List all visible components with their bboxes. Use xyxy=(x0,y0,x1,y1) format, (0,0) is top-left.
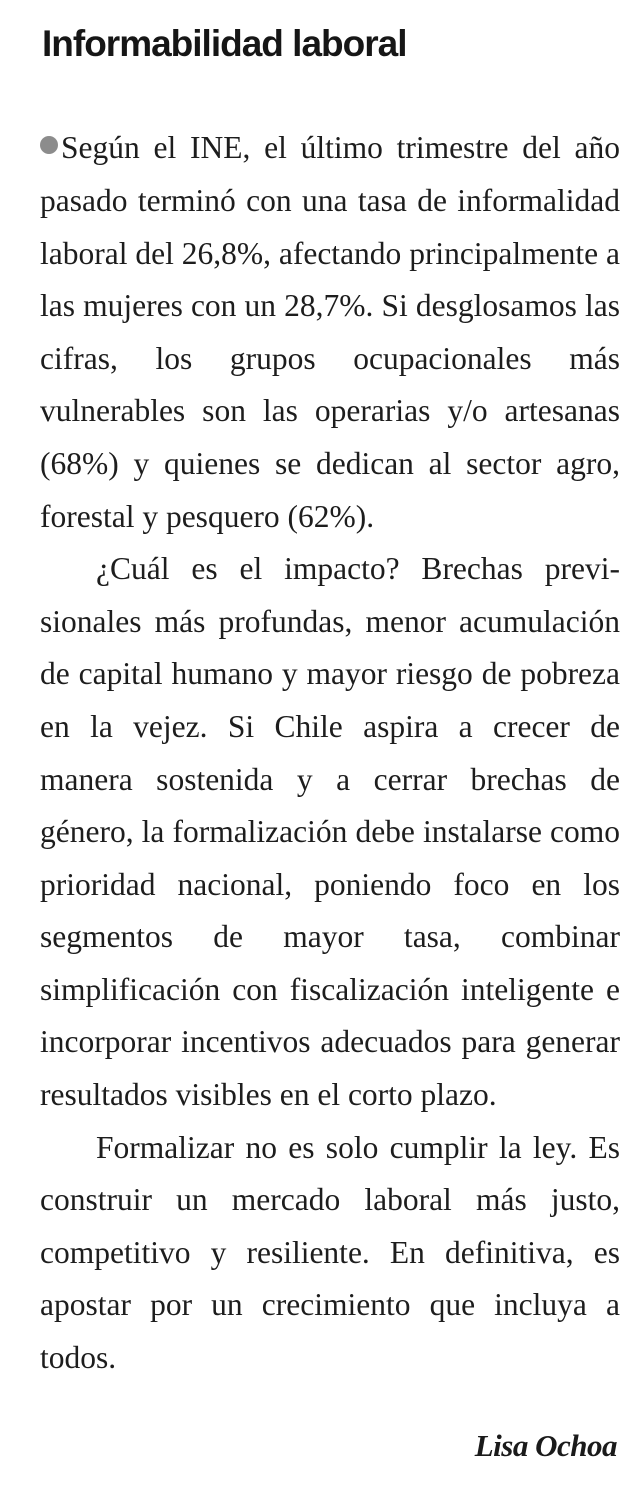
letter-article xyxy=(40,22,620,1385)
article-paragraph-3: Formalizar no es solo cumplir la ley. Es construir un mercado laboral más justo, competitivo y resiliente. En definitiva, es apostar por un crecimiento que incluya a todos. xyxy=(40,1129,620,1376)
paragraph-1-text: Según el INE, el último trimestre del año pasado terminó con una tasa de informalidad laboral del 26,8%, afectando principalmente a las mujeres con un 28,7%. Si desglosamos las cifras, los grupos ocupacionales más vulnerables son las operarias y/o artesanas (68%) y quienes se dedican al sector agro, forestal y pesquero (62%). xyxy=(40,130,620,534)
bullet-dot-icon xyxy=(40,136,58,154)
article-body xyxy=(40,122,620,1384)
article-paragraph-1 xyxy=(40,122,620,543)
article-headline: Informabilidad laboral xyxy=(42,23,407,64)
article-paragraph-2: ¿Cuál es el impacto? Brechas previsionales más profundas, menor acumulación de capital humano y mayor riesgo de pobreza en la vejez. Si Chile aspira a crecer de manera sostenida y a cerrar brechas de género, la formalización debe instalarse como prioridad nacional, poniendo foco en los segmentos de mayor tasa, combinar simplificación con fiscalización inteligente e incorporar incentivos adecuados para generar resultados visibles en el corto plazo. xyxy=(40,551,620,1113)
author-byline: Lisa Ochoa xyxy=(474,1428,617,1463)
